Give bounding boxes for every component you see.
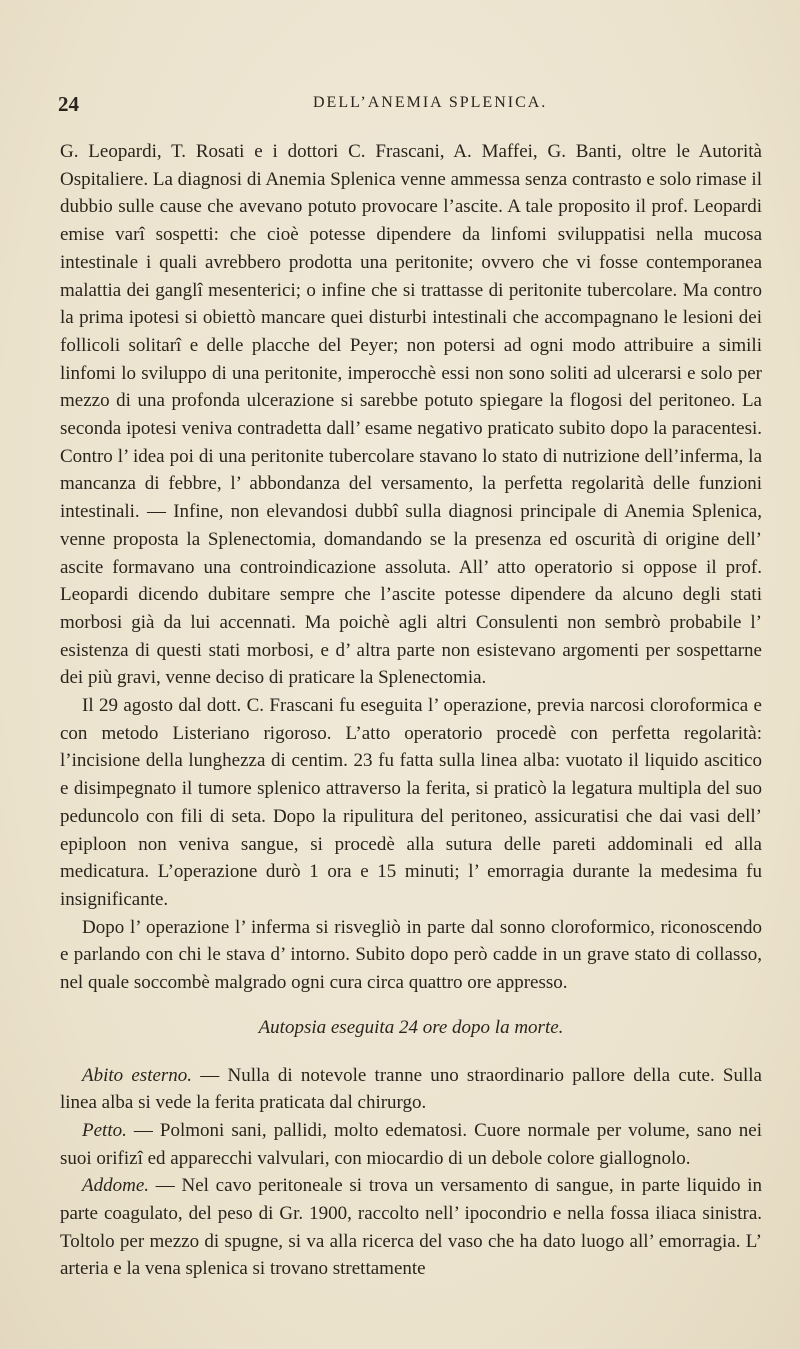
paragraph-lead: Abito esterno. xyxy=(82,1064,193,1086)
paragraph-text: — Polmoni sani, pallidi, molto edematosi. Cuore normale per volume, sano nei suoi orifizî ed apparecchi valvulari, con miocardio di un debole colore giallognolo. xyxy=(60,1119,762,1169)
paragraph-lead: Petto. xyxy=(82,1119,127,1141)
autopsy-paragraph-external xyxy=(60,1062,762,1117)
body-text xyxy=(60,138,762,1283)
paragraph: Dopo l’ operazione l’ inferma si risvegliò in parte dal sonno cloroformico, riconoscendo e parlando con chi le stava d’ intorno. Subito dopo però cadde in un grave stato di collasso, nel quale soccombè malgrado ogni cura circa quattro ore appresso. xyxy=(60,916,762,994)
paragraph: Il 29 agosto dal dott. C. Frascani fu eseguita l’ operazione, previa narcosi cloroformica e con metodo Listeriano rigoroso. L’atto operatorio procedè con perfetta regolarità: l’incisione della lunghezza di centim. 23 fu fatta sulla linea alba: vuotato il liquido ascitico e disimpegnato il tumore splenico attraverso la ferita, si praticò la legatura multipla del suo peduncolo con fili di seta. Dopo la ripulitura del peritoneo, assicuratisi che dai vasi dell’ epiploon non veniva sangue, si procedè alla sutura delle pareti addominali ed alla medicatura. L’operazione durò 1 ora e 15 minuti; l’ emorragia durante la medesima fu insignificante. xyxy=(60,695,762,910)
paragraph-lead: Addome. xyxy=(82,1175,150,1197)
paragraph-text: — Nulla di notevole tranne uno straordinario pallore della cute. Sulla linea alba si vede la ferita praticata dal chirurgo. xyxy=(60,1064,762,1114)
paragraph-text: — Nel cavo peritoneale si trova un versamento di sangue, in parte liquido in parte coagulato, del peso di Gr. 1900, raccolto nell’ ipocondrio e nella fossa iliaca sinistra. Toltolo per mezzo di spugne, si va alla ricerca del vaso che ha dato luogo all’ emorragia. L’ arteria e la vena splenica si trovano strettamente xyxy=(60,1175,762,1280)
paragraph: G. Leopardi, T. Rosati e i dottori C. Frascani, A. Maffei, G. Banti, oltre le Autorità Ospitaliere. La diagnosi di Anemia Splenica venne ammessa senza contrasto e solo rimase il dubbio sulle cause che avevano potuto provocare l’ascite. A tale proposito il prof. Leopardi emise varî sospetti: che cioè potesse dipendere da linfomi sviluppatisi nella mucosa intestinale i quali avrebbero prodotta una peritonite; ovvero che vi fosse contemporanea malattia dei ganglî mesenterici; o infine che si trattasse di peritonite tubercolare. Ma contro la prima ipotesi si obiettò mancare quei disturbi intestinali che accompagnano le lesioni dei follicoli solitarî e delle placche del Peyer; non potersi ad ogni modo attribuire a simili linfomi lo sviluppo di una peritonite, imperocchè essi non sono soliti ad ulcerarsi e solo per mezzo di una profonda ulcerazione si sarebbe potuto spiegare la flogosi del peritoneo. La seconda ipotesi veniva contradetta dall’ esame negativo praticato subito dopo la paracentesi. Contro l’ idea poi di una peritonite tubercolare stavano lo stato di nutrizione dell’inferma, la mancanza di febbre, l’ abbondanza del versamento, la perfetta regolarità delle funzioni intestinali. — Infine, non elevandosi dubbî sulla diagnosi principale di Anemia Splenica, venne proposta la Splenectomia, domandando se la presenza ed oscurità di origine dell’ ascite formavano una controindicazione assoluta. All’ atto operatorio si oppose il prof. Leopardi dicendo dubitare sempre che l’ascite potesse dipendere da alcuno degli stati morbosi già da lui accennati. Ma poichè agli altri Consulenti non sembrò probabile l’ esistenza di questi stati morbosi, e d’ altra parte non esistevano argomenti per sospettarne dei più gravi, venne deciso di praticare la Splenectomia. xyxy=(60,141,762,689)
page-number: 24 xyxy=(58,92,79,116)
section-title: Autopsia eseguita 24 ore dopo la morte. xyxy=(258,1016,564,1038)
autopsy-paragraph-chest xyxy=(60,1117,762,1172)
page-header xyxy=(58,92,758,120)
autopsy-paragraph-abdomen xyxy=(60,1172,762,1283)
running-title: DELL’ANEMIA SPLENICA. xyxy=(313,94,548,111)
